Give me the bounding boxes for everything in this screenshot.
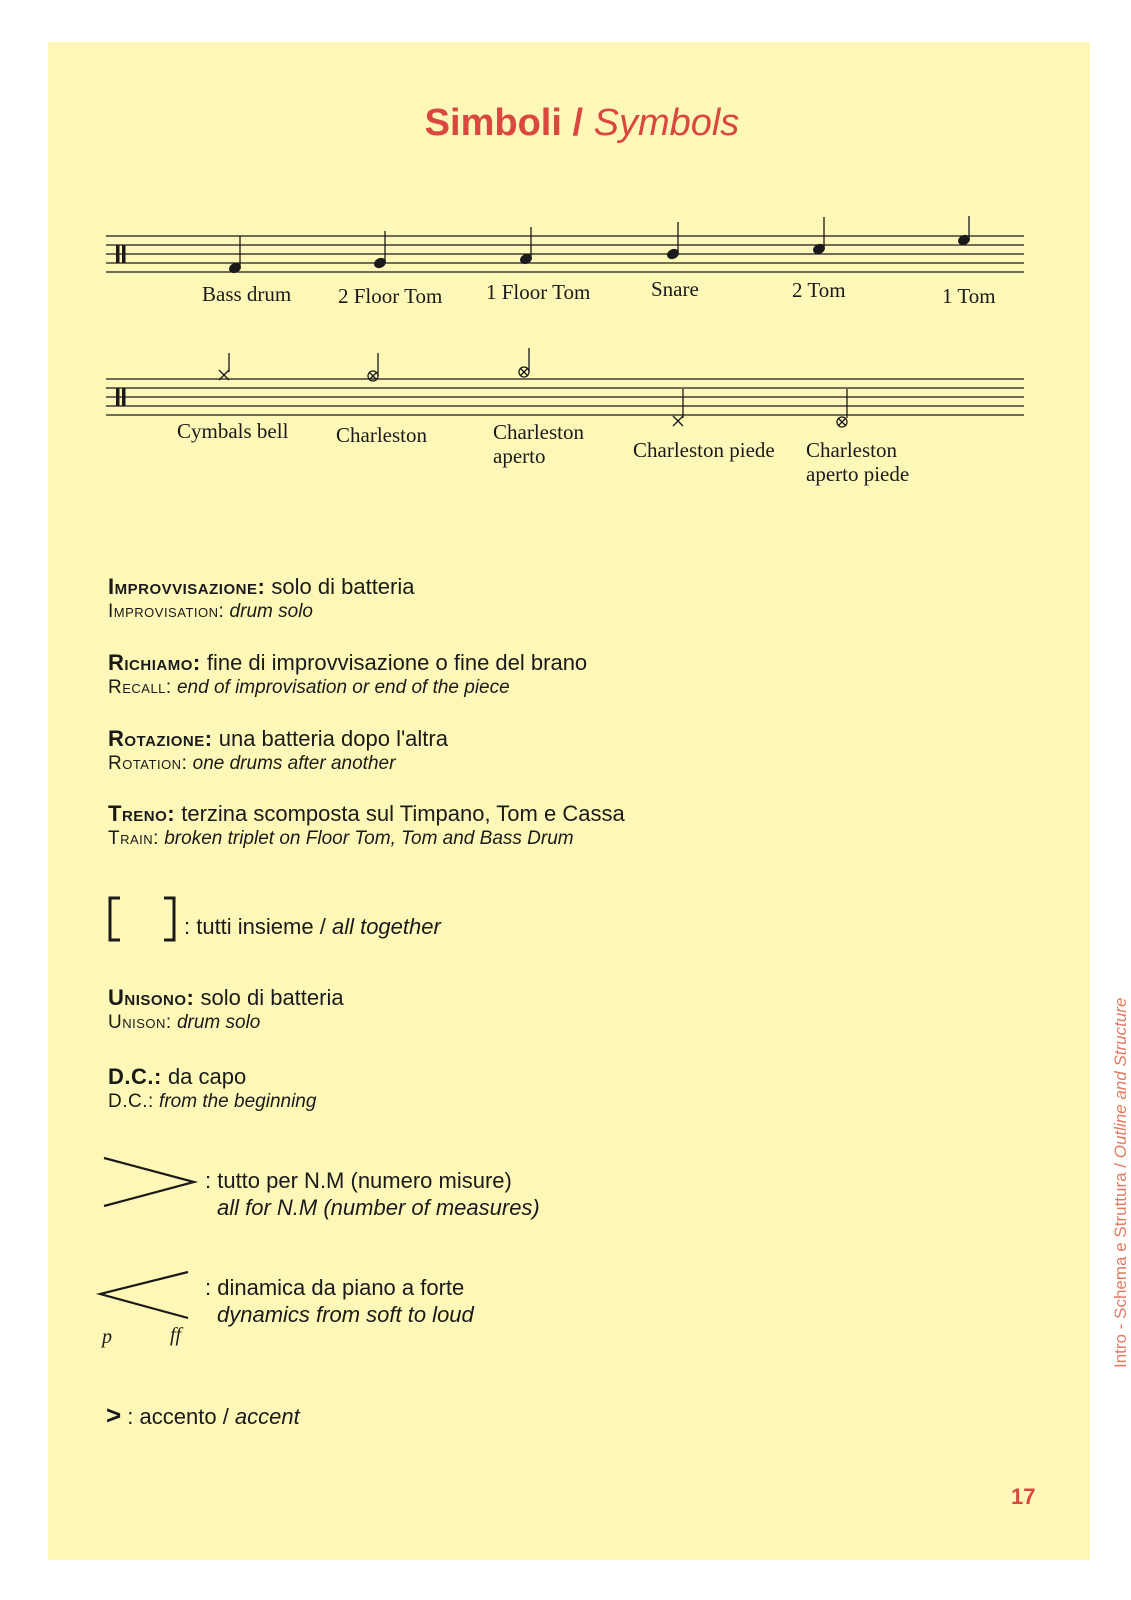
entry-subkey: Unison: — [108, 1012, 172, 1033]
entry-subtext: one drums after another — [187, 753, 396, 774]
note-charleston-piede — [673, 389, 683, 426]
note-charleston — [368, 353, 378, 381]
entry-key: Unisono: — [108, 985, 195, 1010]
title-en: Symbols — [593, 102, 740, 144]
entry-richiamo — [108, 650, 587, 700]
sidebar-section-title — [1111, 998, 1131, 1368]
entry-subkey: D.C.: — [108, 1091, 154, 1112]
note-bass-drum — [228, 236, 242, 274]
entry-dc — [108, 1064, 316, 1114]
sidebar-normal: Intro - Schema e Struttura / — [1111, 1158, 1130, 1368]
label-charleston-piede: Charleston piede — [633, 438, 775, 462]
sidebar-italic: Outline and Structure — [1111, 997, 1130, 1159]
brackets-italic: all together — [331, 914, 441, 939]
entry-rotazione — [108, 726, 448, 776]
note-charleston-aperto-piede — [837, 389, 847, 427]
entry-text: solo di batteria — [265, 574, 415, 599]
label-line: aperto piede — [806, 462, 910, 486]
brackets-icon — [104, 896, 184, 944]
entry-subkey: Train: — [108, 828, 159, 849]
label-2-floor-tom: 2 Floor Tom — [338, 284, 443, 308]
entry-key: Treno: — [108, 801, 176, 826]
dynamic-p: p — [102, 1326, 112, 1348]
staves — [48, 42, 1090, 602]
note-1-floor-tom — [519, 227, 533, 265]
title-it: Simboli — [424, 102, 562, 144]
note-2-floor-tom — [373, 231, 387, 269]
entry-subkey: Improvisation: — [108, 601, 225, 622]
label-charleston: Charleston — [336, 423, 427, 447]
note-snare — [666, 222, 680, 260]
label-2-tom: 2 Tom — [792, 278, 846, 302]
entry-subtext: from the beginning — [153, 1091, 317, 1112]
title-slash: / — [572, 102, 584, 144]
entry-subkey: Rotation: — [108, 753, 188, 774]
label-bass-drum: Bass drum — [202, 282, 292, 306]
entry-text: solo di batteria — [194, 985, 344, 1010]
brackets-text — [184, 914, 441, 940]
entry-treno — [108, 801, 625, 851]
accent-icon: > — [106, 1400, 122, 1430]
label-line: aperto — [493, 444, 546, 468]
entry-key: Improvvisazione: — [108, 574, 266, 599]
crescendo-sub: dynamics from soft to loud — [217, 1302, 474, 1327]
note-cymbals-bell — [219, 353, 229, 380]
label-line: Charleston — [493, 420, 584, 444]
entry-text: da capo — [161, 1064, 247, 1089]
label-1-floor-tom: 1 Floor Tom — [486, 280, 591, 304]
note-1-tom — [957, 216, 971, 246]
entry-text: una batteria dopo l'altra — [212, 726, 448, 751]
entry-key: Richiamo: — [108, 650, 201, 675]
decrescendo-main: : tutto per N.M (numero misure) — [205, 1168, 512, 1193]
label-1-tom: 1 Tom — [942, 284, 996, 308]
entry-subtext: drum solo — [171, 1012, 261, 1033]
label-charleston-aperto — [493, 420, 584, 468]
entry-text: fine di improvvisazione o fine del brano — [200, 650, 588, 675]
crescendo-main: : dinamica da piano a forte — [205, 1275, 465, 1300]
page-number: 17 — [1011, 1484, 1036, 1509]
entry-unisono — [108, 985, 344, 1035]
entry-subtext: end of improvisation or end of the piece — [171, 677, 510, 698]
entry-subkey: Recall: — [108, 677, 172, 698]
entry-key: Rotazione: — [108, 726, 213, 751]
brackets-main: : tutti insieme / — [184, 914, 332, 939]
decrescendo-sub: all for N.M (number of measures) — [217, 1195, 540, 1220]
crescendo-text — [205, 1275, 474, 1328]
dynamic-ff: ff — [170, 1324, 182, 1346]
accent-italic: accent — [234, 1404, 300, 1429]
accent-text — [106, 1402, 300, 1430]
crescendo-icon — [96, 1270, 196, 1326]
label-line: Charleston — [806, 438, 897, 462]
note-charleston-aperto — [519, 348, 529, 377]
label-charleston-aperto-piede — [806, 438, 909, 486]
label-cymbals-bell: Cymbals bell — [177, 419, 289, 443]
label-snare: Snare — [651, 277, 699, 301]
decrescendo-icon — [102, 1154, 202, 1210]
decrescendo-text — [205, 1168, 540, 1221]
entry-subtext: drum solo — [224, 601, 313, 622]
accent-main: : accento / — [121, 1404, 235, 1429]
entry-text: terzina scomposta sul Timpano, Tom e Cassa — [175, 801, 625, 826]
entry-improvvisazione — [108, 574, 415, 624]
entry-subtext: broken triplet on Floor Tom, Tom and Bass Drum — [158, 828, 574, 849]
page — [48, 42, 1130, 1560]
entry-key: D.C.: — [108, 1064, 162, 1089]
